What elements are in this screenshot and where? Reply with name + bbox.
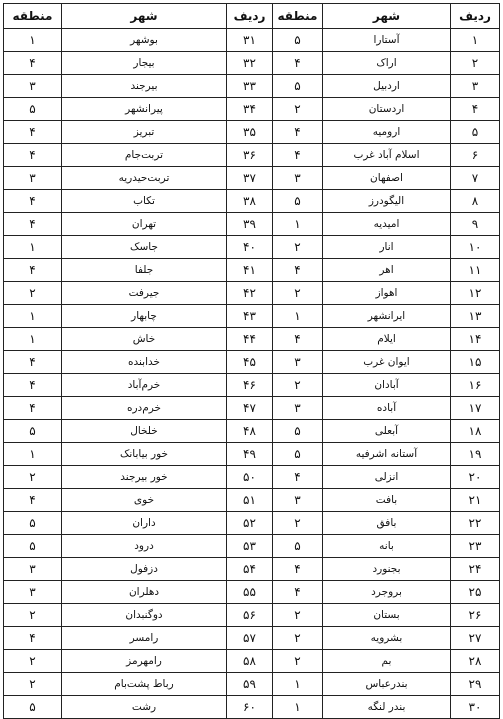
region-cell: ۳ [4,75,62,98]
region-cell: ۲ [273,374,323,397]
city-cell: تکاب [62,190,227,213]
table-row [4,236,500,259]
region-cell: ۳ [4,558,62,581]
city-cell: بانه [323,535,451,558]
region-cell: ۲ [4,282,62,305]
region-cell: ۴ [4,627,62,650]
region-cell: ۲ [273,236,323,259]
city-cell: رامسر [62,627,227,650]
table-row [4,558,500,581]
row-number-cell: ۵۴ [227,558,273,581]
region-cell: ۵ [273,190,323,213]
row-number-cell: ۲۰ [451,466,500,489]
city-cell: تهران [62,213,227,236]
row-number-cell: ۱۵ [451,351,500,374]
city-cell: ایوان غرب [323,351,451,374]
table-row [4,167,500,190]
region-cell: ۲ [4,650,62,673]
city-cell: اهر [323,259,451,282]
table-row [4,627,500,650]
region-cell: ۴ [273,466,323,489]
city-cell: جلفا [62,259,227,282]
region-cell: ۴ [4,489,62,512]
header-row-no: ردیف [451,4,500,29]
row-number-cell: ۵۸ [227,650,273,673]
row-number-cell: ۳۰ [451,696,500,719]
row-number-cell: ۴۲ [227,282,273,305]
city-cell: خلخال [62,420,227,443]
city-cell: الیگودرز [323,190,451,213]
table-row [4,650,500,673]
city-cell: آستانه اشرفیه [323,443,451,466]
region-cell: ۴ [4,121,62,144]
city-cell: آبعلی [323,420,451,443]
row-number-cell: ۲۹ [451,673,500,696]
city-cell: بندر لنگه [323,696,451,719]
row-number-cell: ۳۱ [227,29,273,52]
row-number-cell: ۴۱ [227,259,273,282]
city-cell: پیرانشهر [62,98,227,121]
row-number-cell: ۱۴ [451,328,500,351]
city-cell: بیرجند [62,75,227,98]
region-cell: ۴ [4,190,62,213]
row-number-cell: ۱۷ [451,397,500,420]
city-cell: آستارا [323,29,451,52]
row-number-cell: ۳۲ [227,52,273,75]
row-number-cell: ۳۶ [227,144,273,167]
header-region: منطقه [273,4,323,29]
row-number-cell: ۲۷ [451,627,500,650]
header-row-no: ردیف [227,4,273,29]
region-cell: ۲ [4,673,62,696]
region-cell: ۵ [4,420,62,443]
cities-region-table [3,3,500,719]
city-cell: اردبیل [323,75,451,98]
region-cell: ۲ [273,604,323,627]
region-cell: ۳ [273,351,323,374]
region-cell: ۴ [4,52,62,75]
region-cell: ۱ [273,213,323,236]
table-row [4,374,500,397]
region-cell: ۳ [273,489,323,512]
row-number-cell: ۴۹ [227,443,273,466]
table-row [4,52,500,75]
row-number-cell: ۱۲ [451,282,500,305]
city-cell: رباط پشت‌بام [62,673,227,696]
city-cell: خور بیابانک [62,443,227,466]
table-row [4,397,500,420]
region-cell: ۴ [4,213,62,236]
region-cell: ۳ [4,167,62,190]
row-number-cell: ۱۰ [451,236,500,259]
region-cell: ۴ [4,144,62,167]
city-cell: درود [62,535,227,558]
region-cell: ۴ [273,259,323,282]
region-cell: ۳ [273,397,323,420]
row-number-cell: ۵۰ [227,466,273,489]
region-cell: ۵ [273,75,323,98]
table-row [4,351,500,374]
city-cell: بروجرد [323,581,451,604]
row-number-cell: ۹ [451,213,500,236]
city-cell: ایلام [323,328,451,351]
region-cell: ۴ [4,374,62,397]
region-cell: ۴ [273,144,323,167]
city-cell: اسلام آباد غرب [323,144,451,167]
row-number-cell: ۲۶ [451,604,500,627]
header-city: شهر [323,4,451,29]
region-cell: ۱ [4,29,62,52]
table-row [4,581,500,604]
city-cell: بستان [323,604,451,627]
city-cell: بجنورد [323,558,451,581]
city-cell: خرم‌دره [62,397,227,420]
row-number-cell: ۱ [451,29,500,52]
city-cell: دهلران [62,581,227,604]
region-cell: ۵ [4,98,62,121]
region-cell: ۵ [4,535,62,558]
region-cell: ۱ [4,328,62,351]
row-number-cell: ۱۹ [451,443,500,466]
city-cell: بافق [323,512,451,535]
table-row [4,443,500,466]
region-cell: ۳ [4,581,62,604]
table-row [4,489,500,512]
region-cell: ۱ [273,696,323,719]
row-number-cell: ۲۳ [451,535,500,558]
city-cell: جاسک [62,236,227,259]
table-row [4,512,500,535]
row-number-cell: ۳۹ [227,213,273,236]
city-cell: اردستان [323,98,451,121]
row-number-cell: ۵۷ [227,627,273,650]
city-cell: انار [323,236,451,259]
city-cell: خوی [62,489,227,512]
row-number-cell: ۲ [451,52,500,75]
region-cell: ۵ [273,29,323,52]
row-number-cell: ۵۹ [227,673,273,696]
region-cell: ۲ [273,98,323,121]
row-number-cell: ۳۴ [227,98,273,121]
region-cell: ۲ [273,650,323,673]
table-row [4,535,500,558]
region-cell: ۱ [273,305,323,328]
city-cell: تبریز [62,121,227,144]
region-cell: ۲ [4,466,62,489]
row-number-cell: ۸ [451,190,500,213]
table-row [4,259,500,282]
region-cell: ۲ [273,627,323,650]
row-number-cell: ۲۵ [451,581,500,604]
city-cell: بم [323,650,451,673]
city-cell: بندرعباس [323,673,451,696]
city-cell: چابهار [62,305,227,328]
row-number-cell: ۶ [451,144,500,167]
table-row [4,98,500,121]
city-cell: تربت‌جام [62,144,227,167]
row-number-cell: ۶۰ [227,696,273,719]
table-row [4,29,500,52]
region-cell: ۱ [4,236,62,259]
city-cell: جیرفت [62,282,227,305]
row-number-cell: ۳ [451,75,500,98]
table-row [4,696,500,719]
table-row [4,75,500,98]
city-cell: خدابنده [62,351,227,374]
table-row [4,190,500,213]
table-row [4,420,500,443]
row-number-cell: ۴۷ [227,397,273,420]
region-cell: ۴ [4,351,62,374]
row-number-cell: ۴۴ [227,328,273,351]
region-cell: ۴ [273,558,323,581]
region-cell: ۴ [273,581,323,604]
row-number-cell: ۲۲ [451,512,500,535]
row-number-cell: ۵۵ [227,581,273,604]
row-number-cell: ۱۱ [451,259,500,282]
region-cell: ۱ [273,673,323,696]
row-number-cell: ۴۸ [227,420,273,443]
region-cell: ۴ [273,328,323,351]
region-cell: ۵ [273,535,323,558]
row-number-cell: ۳۳ [227,75,273,98]
city-cell: امیدیه [323,213,451,236]
city-cell: داران [62,512,227,535]
city-cell: اصفهان [323,167,451,190]
city-cell: آبادان [323,374,451,397]
row-number-cell: ۵۳ [227,535,273,558]
region-cell: ۴ [273,52,323,75]
region-cell: ۴ [4,259,62,282]
row-number-cell: ۳۵ [227,121,273,144]
region-cell: ۲ [4,604,62,627]
region-cell: ۴ [273,121,323,144]
region-cell: ۱ [4,305,62,328]
city-cell: بوشهر [62,29,227,52]
region-cell: ۵ [273,443,323,466]
table-row [4,213,500,236]
city-cell: ارومیه [323,121,451,144]
region-cell: ۲ [273,512,323,535]
row-number-cell: ۴۵ [227,351,273,374]
city-cell: بیجار [62,52,227,75]
city-cell: اهواز [323,282,451,305]
city-cell: خرم‌آباد [62,374,227,397]
region-cell: ۵ [4,696,62,719]
table-row [4,673,500,696]
city-cell: تربت‌حیدریه [62,167,227,190]
city-cell: بافت [323,489,451,512]
city-cell: دوگنبدان [62,604,227,627]
row-number-cell: ۱۶ [451,374,500,397]
row-number-cell: ۳۷ [227,167,273,190]
row-number-cell: ۵۱ [227,489,273,512]
city-cell: خور بیرجند [62,466,227,489]
row-number-cell: ۲۱ [451,489,500,512]
region-cell: ۴ [4,397,62,420]
header-region: منطقه [4,4,62,29]
table-row [4,466,500,489]
region-cell: ۵ [4,512,62,535]
city-cell: بشرویه [323,627,451,650]
header-city: شهر [62,4,227,29]
table-header-row [4,4,500,29]
table-row [4,144,500,167]
city-cell: رشت [62,696,227,719]
city-cell: خاش [62,328,227,351]
region-cell: ۲ [273,282,323,305]
row-number-cell: ۷ [451,167,500,190]
table-row [4,604,500,627]
table-row [4,305,500,328]
table-row [4,328,500,351]
row-number-cell: ۵۲ [227,512,273,535]
row-number-cell: ۴ [451,98,500,121]
row-number-cell: ۴۳ [227,305,273,328]
row-number-cell: ۱۸ [451,420,500,443]
city-cell: آباده [323,397,451,420]
table-row [4,121,500,144]
row-number-cell: ۳۸ [227,190,273,213]
row-number-cell: ۴۶ [227,374,273,397]
region-cell: ۵ [273,420,323,443]
row-number-cell: ۲۸ [451,650,500,673]
region-cell: ۱ [4,443,62,466]
row-number-cell: ۵۶ [227,604,273,627]
city-cell: ایرانشهر [323,305,451,328]
row-number-cell: ۲۴ [451,558,500,581]
city-cell: رامهرمز [62,650,227,673]
city-cell: اراک [323,52,451,75]
row-number-cell: ۴۰ [227,236,273,259]
row-number-cell: ۱۳ [451,305,500,328]
region-cell: ۳ [273,167,323,190]
city-cell: دزفول [62,558,227,581]
city-cell: انزلی [323,466,451,489]
row-number-cell: ۵ [451,121,500,144]
table-row [4,282,500,305]
